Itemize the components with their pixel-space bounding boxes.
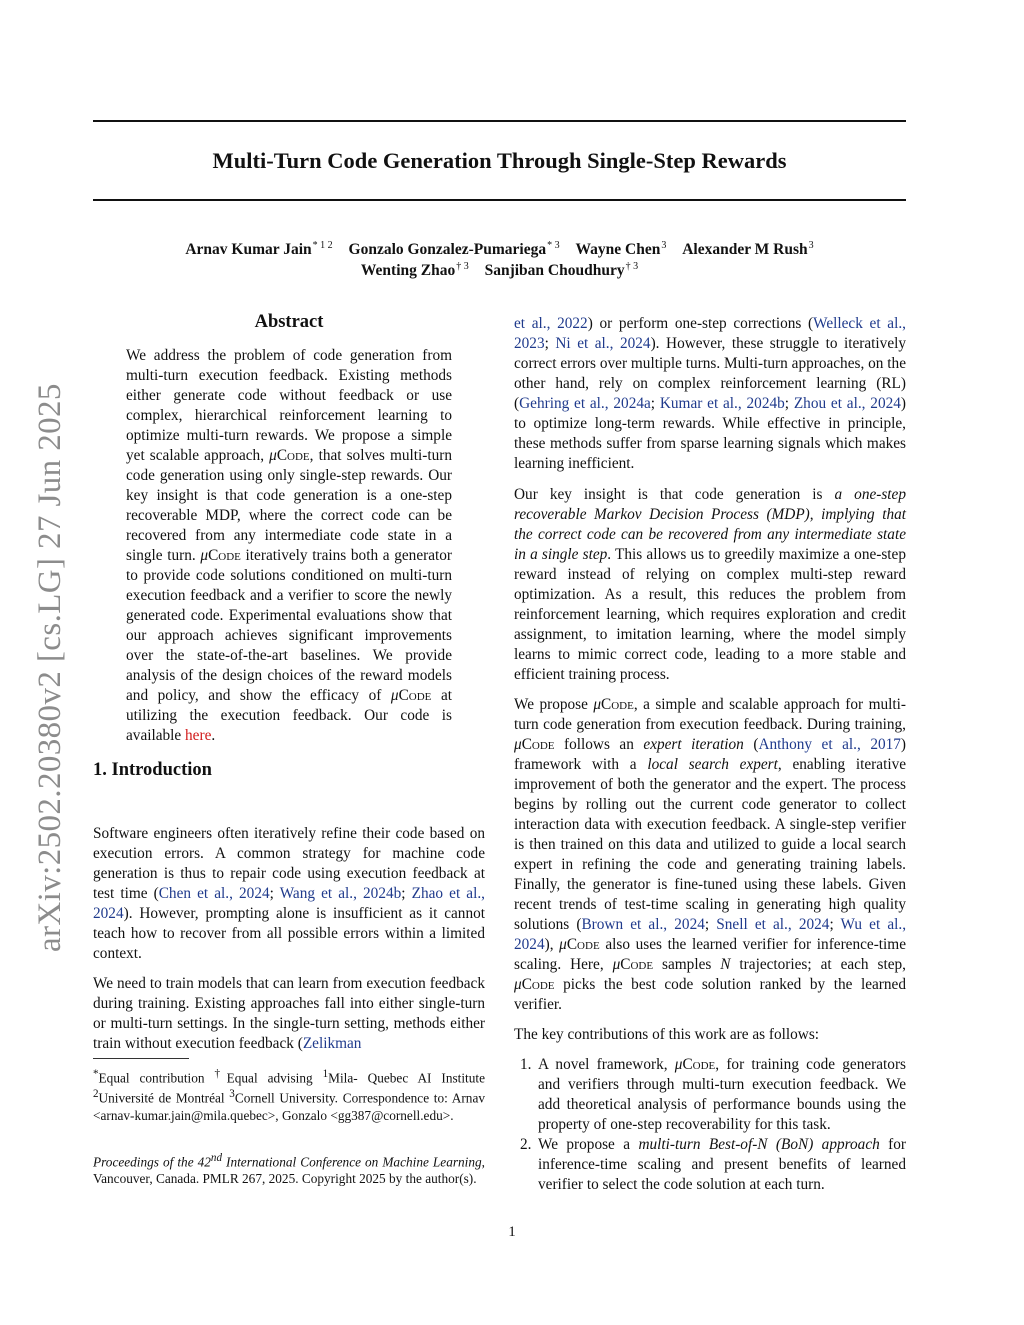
citation-link[interactable]: Brown et al., 2024 (581, 916, 705, 933)
author: Wenting Zhao$^{\dagger 3}$ (360, 261, 469, 279)
right-paragraph-2: Our key insight is that code generation is a one-step recoverable Markov Decision Process (MDP), implying that the correct code can be recovered from any intermediate state in a single step. This allows us to greedily maximize a one-step reward instead of relying on complex multi-step reward optimization. As a result, this reduces the problem from reinforcement learning, which requires exploration and credit assignment, to imitation learning, where the model simply learns to mimic correct code, leading to a more stable and efficient training process. (514, 486, 907, 683)
footnote-affiliations: *Equal contribution †Equal advising $^1$Mila- Quebec AI Institute $^2$Université de Montréal $^3$Cornell University. Correspondence to: Arnav <arnav-kumar.jain@mila.quebec>, Gonzalo <gg387@cornell.edu>. (93, 1068, 485, 1123)
right-paragraph-4: The key contributions of this work are as follows: (514, 1026, 820, 1043)
footnote-rule (93, 1058, 189, 1059)
page-number: 1 (508, 1224, 516, 1240)
citation-link[interactable]: Chen et al., 2024 (158, 885, 270, 902)
author-line-2 (93, 256, 906, 282)
citation-link[interactable]: Wang et al., 2024b (279, 885, 402, 902)
title-top-rule (93, 120, 906, 122)
abstract-heading: Abstract (254, 312, 324, 332)
author: Wayne Chen$^3$ (575, 240, 667, 258)
citation-link[interactable]: Welleck et al., 2023 (514, 315, 906, 352)
section-heading-introduction: 1. Introduction (93, 760, 212, 780)
paper-title: Multi-Turn Code Generation Through Single-Step Rewards (212, 148, 787, 173)
right-paragraph-3: We propose μCode, a simple and scalable approach for multi-turn code generation from execution feedback. During training, μCode follows an expert iteration (Anthony et al., 2017) framework with a local search expert, enabling iterative improvement of both the generator and the expert. The process begins by rolling out the current code generator to collect interaction data with execution feedback. A single-step verifier is then trained on this data and utilized to guide a local search expert in refining the code and generating training labels. Finally, the generator is fine-tuned using these labels. Given recent trends of test-time scaling in generating high quality solutions (Brown et al., 2024; Snell et al., 2024; Wu et al., 2024), μCode also uses the learned verifier for inference-time scaling. Here, μCode samples N trajectories; at each step, μCode picks the best code solution ranked by the learned verifier. (514, 696, 907, 1013)
list-item: 2. We propose a multi-turn Best-of-N (BoN) approach for inference-time scaling and present benefits of learned verifier to select the code solution at each turn. (520, 1136, 907, 1193)
citation-link[interactable]: Gehring et al., 2024a (519, 395, 651, 412)
author: Arnav Kumar Jain$^{* 1 2}$ (185, 240, 333, 258)
abstract-body: We address the problem of code generation from multi-turn execution feedback. Existing methods either generate code without feedback or use complex, hierarchical reinforcement learning to optimize multi-turn rewards. We propose a simple yet scalable approach, μCode, that solves multi-turn code generation using only single-step rewards. Our key insight is that code generation is a one-step recoverable MDP, where the correct code can be recovered from any intermediate code state in a single turn. μCode iteratively trains both a generator to provide code solutions conditioned on multi-turn execution feedback and a verifier to score the newly generated code. Experimental evaluations show that our approach achieves significant improvements over the state-of-the-art baselines. We provide analysis of the design choices of the reward models and policy, and show the efficacy of μCode at utilizing the execution feedback. Our code is available here. (126, 347, 453, 744)
intro-paragraph-2: We need to train models that can learn from execution feedback during training. Existing approaches fall into either single-turn or multi-turn settings. In the single-turn setting, methods either train without execution feedback (Zelikman (93, 975, 485, 1052)
citation-link[interactable]: Zhou et al., 2024 (793, 395, 901, 412)
citation-link[interactable]: Wu et al., 2024 (514, 916, 907, 953)
arxiv-identifier[interactable]: arXiv:2502.20380v2 [cs.LG] 27 Jun 2025 (32, 383, 68, 952)
citation-link[interactable]: Snell et al., 2024 (716, 916, 830, 933)
right-paragraph-1: et al., 2022) or perform one-step corrections (Welleck et al., 2023; Ni et al., 2024). However, these struggle to iteratively correct errors over multiple turns. Multi-turn approaches, on the other hand, rely on complex reinforcement learning (RL) (Gehring et al., 2024a; Kumar et al., 2024b; Zhou et al., 2024) to optimize long-term rewards. While effective in principle, these methods suffer from sparse learning signals which makes learning inefficient. (514, 315, 907, 472)
author: Sanjiban Choudhury$^{\dagger 3}$ (484, 261, 639, 279)
code-link[interactable]: here (185, 727, 212, 744)
citation-link[interactable]: Kumar et al., 2024b (659, 395, 785, 412)
author: Alexander M Rush$^3$ (682, 240, 814, 258)
footnote-proceedings: Proceedings of the 42nd International Conference on Machine Learning, Vancouver, Canada. PMLR 267, 2025. Copyright 2025 by the author(s). (93, 1152, 485, 1187)
author: Gonzalo Gonzalez-Pumariega$^{* 3}$ (348, 240, 560, 258)
contributions-list (514, 1055, 906, 1195)
citation-link[interactable]: Zhao et al., 2024 (93, 885, 485, 922)
citation-link[interactable]: Zelikman (302, 1035, 362, 1052)
citation-link[interactable]: et al., 2022 (514, 315, 588, 332)
citation-link[interactable]: Ni et al., 2024 (555, 335, 651, 352)
title-bottom-rule (93, 199, 906, 201)
citation-link[interactable]: Anthony et al., 2017 (758, 736, 901, 753)
list-item: 1. A novel framework, μCode, for training code generators and verifiers through multi-turn execution feedback. We add theoretical analysis of performance bounds using the property of one-step recoverability for this task. (520, 1056, 906, 1133)
intro-paragraph-1: Software engineers often iteratively refine their code based on execution errors. A common strategy for machine code generation is thus to repair code using execution feedback at test time (Chen et al., 2024; Wang et al., 2024b; Zhao et al., 2024). However, prompting alone is insufficient as it cannot teach how to recover from all possible errors within a limited context. (93, 825, 485, 962)
